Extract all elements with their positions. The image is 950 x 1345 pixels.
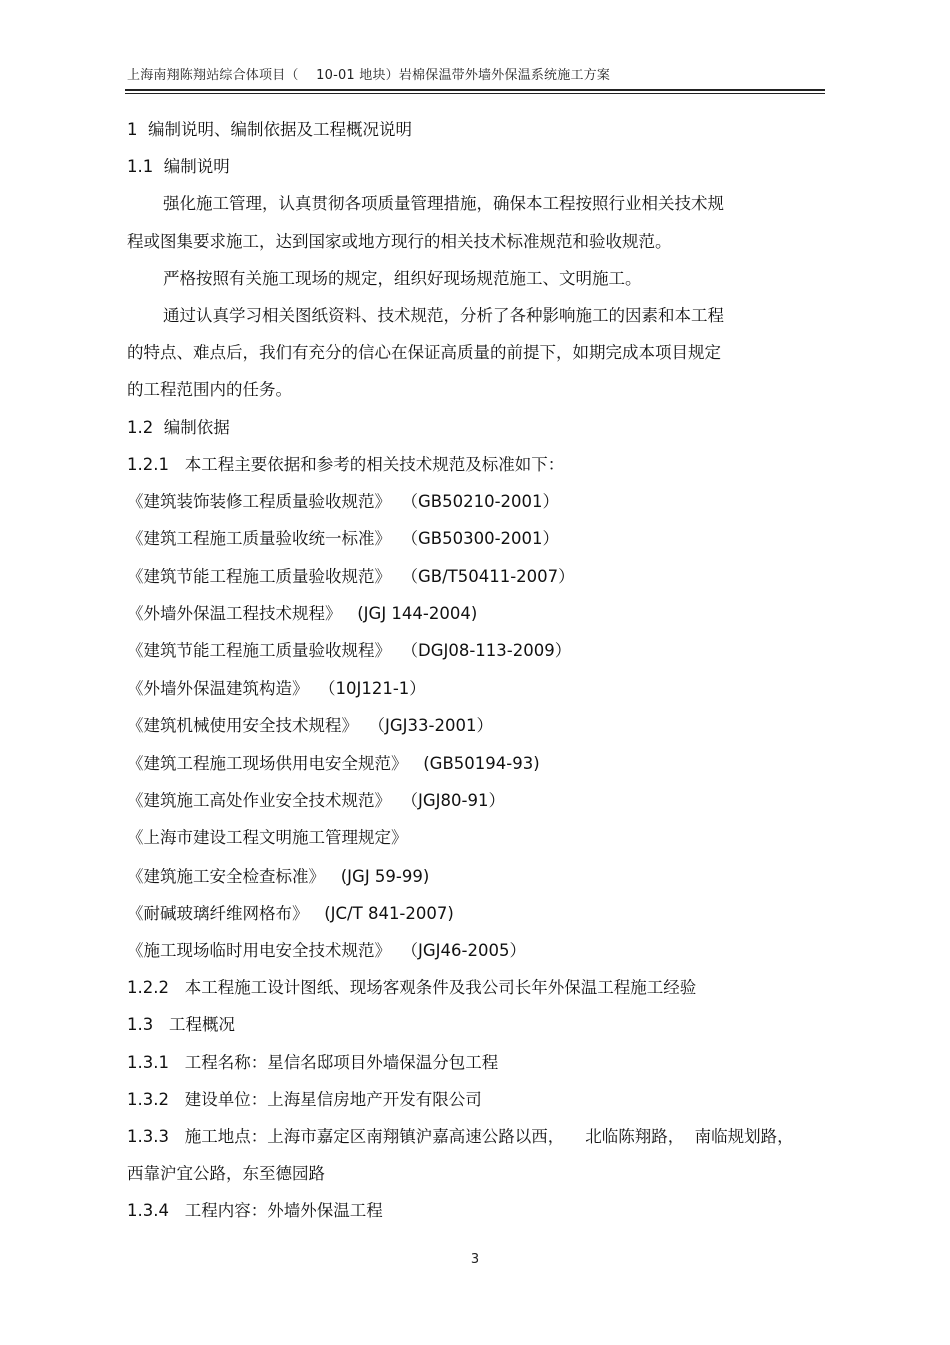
standard-list-item: 《建筑工程施工现场供用电安全规范》 (GB50194-93) bbox=[127, 754, 540, 773]
paragraph-line: 的工程范围内的任务。 bbox=[127, 380, 292, 399]
standard-list-item: 《建筑工程施工质量验收统一标准》 （GB50300-2001） bbox=[127, 529, 560, 548]
standard-list-item: 《施工现场临时用电安全技术规范》 （JGJ46-2005） bbox=[127, 941, 526, 960]
standard-list-item: 《上海市建设工程文明施工管理规定》 bbox=[127, 828, 408, 847]
subsection-heading-1-2-1: 1.2.1 本工程主要依据和参考的相关技术规范及标准如下： bbox=[127, 455, 565, 474]
standard-list-item: 《建筑节能工程施工质量验收规程》 （DGJ08-113-2009） bbox=[127, 641, 572, 660]
paragraph-line: 严格按照有关施工现场的规定，组织好现场规范施工、文明施工。 bbox=[163, 269, 642, 288]
section-heading-1: 1 编制说明、编制依据及工程概况说明 bbox=[127, 120, 412, 139]
standard-list-item: 《建筑节能工程施工质量验收规范》 （GB/T50411-2007） bbox=[127, 567, 575, 586]
page-number: 3 bbox=[470, 1252, 480, 1267]
section-heading-1-1: 1.1 编制说明 bbox=[127, 157, 230, 176]
standard-list-item: 《建筑机械使用安全技术规程》 （JGJ33-2001） bbox=[127, 716, 493, 735]
construction-site-line: 1.3.3 施工地点：上海市嘉定区南翔镇沪嘉高速公路以西， 北临陈翔路， 南临规划路， bbox=[127, 1127, 794, 1146]
paragraph-line: 通过认真学习相关图纸资料、技术规范，分析了各种影响施工的因素和本工程 bbox=[163, 306, 724, 325]
standard-list-item: 《建筑施工安全检查标准》 (JGJ 59-99) bbox=[127, 867, 430, 886]
section-heading-1-2: 1.2 编制依据 bbox=[127, 418, 230, 437]
paragraph-line: 的特点、难点后，我们有充分的信心在保证高质量的前提下，如期完成本项目规定 bbox=[127, 343, 721, 362]
section-heading-1-3: 1.3 工程概况 bbox=[127, 1015, 235, 1034]
construction-site-line-cont: 西靠沪宜公路，东至德园路 bbox=[127, 1164, 325, 1183]
standard-list-item: 《外墙外保温建筑构造》 （10J121-1） bbox=[127, 679, 426, 698]
header-rule-thick bbox=[125, 89, 825, 91]
standard-list-item: 《耐碱玻璃纤维网格布》 (JC/T 841-2007) bbox=[127, 904, 454, 923]
paragraph-line: 程或图集要求施工，达到国家或地方现行的相关技术标准规范和验收规范。 bbox=[127, 232, 672, 251]
paragraph-line: 强化施工管理，认真贯彻各项质量管理措施，确保本工程按照行业相关技术规 bbox=[163, 194, 724, 213]
construction-unit-line: 1.3.2 建设单位：上海星信房地产开发有限公司 bbox=[127, 1090, 482, 1109]
header-rule-thin bbox=[125, 93, 825, 94]
subsection-heading-1-2-2: 1.2.2 本工程施工设计图纸、现场客观条件及我公司长年外保温工程施工经验 bbox=[127, 978, 697, 997]
standard-list-item: 《建筑施工高处作业安全技术规范》 （JGJ80-91） bbox=[127, 791, 505, 810]
running-header: 上海南翔陈翔站综合体项目（ 10-01 地块）岩棉保温带外墙外保温系统施工方案 bbox=[127, 68, 611, 83]
standard-list-item: 《建筑装饰装修工程质量验收规范》 （GB50210-2001） bbox=[127, 492, 560, 511]
standard-list-item: 《外墙外保温工程技术规程》 (JGJ 144-2004) bbox=[127, 604, 478, 623]
project-name-line: 1.3.1 工程名称：星信名邸项目外墙保温分包工程 bbox=[127, 1053, 499, 1072]
project-content-line: 1.3.4 工程内容：外墙外保温工程 bbox=[127, 1201, 383, 1220]
